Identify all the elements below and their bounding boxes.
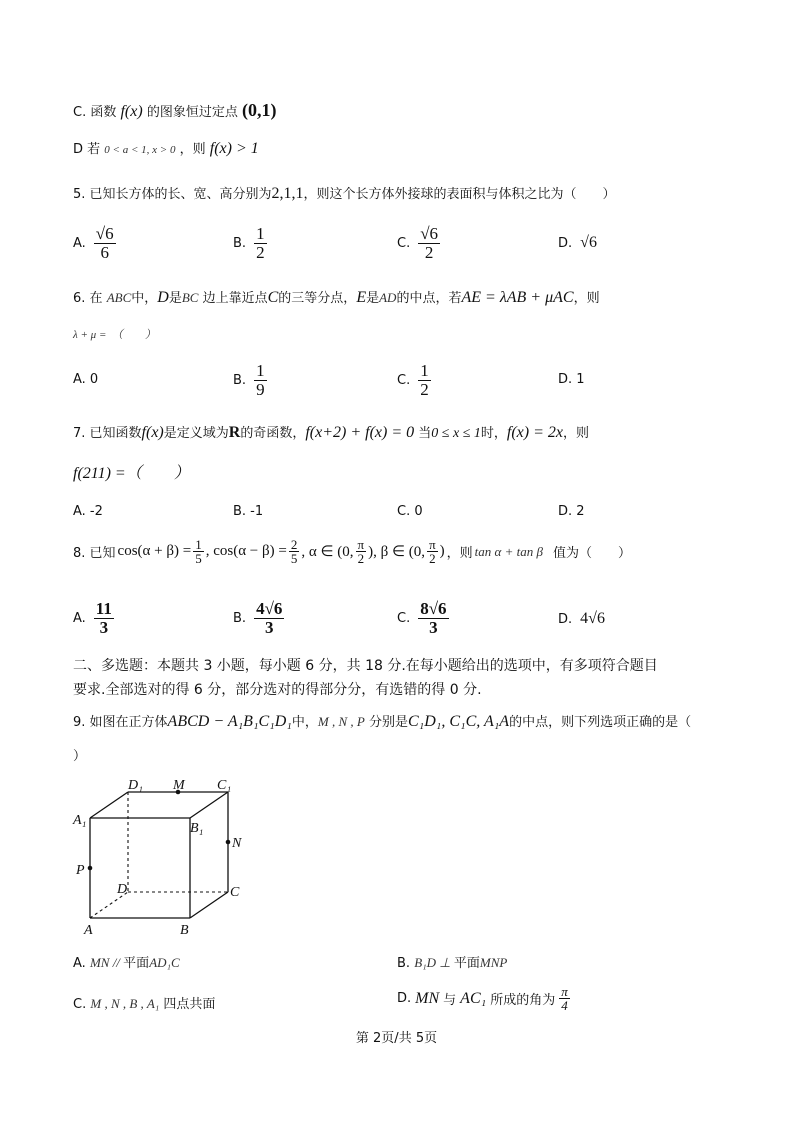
q8-beta-range: ), β ∈ (0,	[368, 544, 426, 560]
q4-d-cond: 0 < a < 1, x > 0	[104, 144, 176, 156]
option-label: C.	[397, 236, 411, 251]
section2-line1	[73, 656, 658, 676]
section2-heading: 二、多选题：本题共 3 小题，每小题 6 分，共 18 分.在每小题给出的选项中，有多项符合题目	[73, 658, 658, 674]
q4-d-mid: ，则	[179, 142, 206, 157]
frac-num: 1	[256, 361, 265, 380]
q7-s5: 时，	[480, 426, 507, 441]
q6-lambda-mu: λ + μ = （ ）	[73, 329, 156, 341]
option-label: A. -2	[73, 504, 103, 519]
q9-cube: ABCD − A₁B₁C₁D₁	[167, 713, 292, 730]
q7-range: 0 ≤ x ≤ 1	[431, 426, 481, 441]
q8-option-b	[233, 600, 284, 637]
frac-num: 4√6	[256, 599, 283, 618]
q8-s2: ，则	[446, 546, 473, 561]
q6-s3: 是	[168, 291, 182, 306]
option-value: √6	[580, 234, 597, 251]
q6-triangle: ABC	[106, 290, 132, 305]
q7-option-c	[397, 502, 423, 522]
frac-num: 1	[195, 537, 202, 552]
frac-den: 2	[429, 551, 436, 566]
q5-option-d	[558, 234, 597, 252]
label-c1: C₁	[217, 778, 232, 793]
q8-option-d	[558, 610, 605, 628]
q6-s4: 边上靠近点	[202, 291, 268, 306]
q7-s6: ，则	[563, 426, 590, 441]
q6-option-b	[233, 362, 267, 399]
q8-option-a	[73, 600, 114, 637]
q6-option-a	[73, 372, 98, 387]
q7-stem	[73, 423, 589, 444]
q6-bc: BC	[181, 290, 199, 305]
q9-line2	[73, 747, 86, 767]
q9-close-paren: ）	[73, 749, 87, 764]
point-n-dot	[226, 840, 231, 845]
q5-option-a	[73, 225, 116, 262]
q4-c-mid: 的图象恒过定点	[146, 105, 238, 120]
frac-den: 4	[561, 998, 568, 1013]
q6-s1: 6. 在	[73, 291, 103, 306]
q9-s4: 的中点，则下列选项正确的是（	[509, 715, 692, 730]
edge-bc	[190, 892, 228, 918]
option-label: A.	[73, 611, 86, 626]
label-m: M	[173, 778, 185, 793]
q4-c-point: (0,1)	[241, 100, 277, 120]
q7-s3: 的奇函数，	[240, 426, 306, 441]
q6-option-c	[397, 362, 431, 399]
q8-cos-sum: cos(α + β) =	[117, 543, 192, 559]
option-label: B.	[233, 373, 247, 388]
q7-fx: f(x)	[141, 424, 164, 441]
q4-c-lead: C. 函数	[73, 105, 117, 120]
frac-num: π	[561, 984, 568, 999]
q6-s6: 是	[366, 291, 380, 306]
q6-line2	[73, 325, 156, 345]
frac-num: 1	[420, 361, 429, 380]
option-label: D.	[397, 991, 412, 1006]
frac-num: 1	[256, 224, 265, 243]
label-d1: D₁	[128, 778, 143, 793]
q6-s5: 的三等分点，	[278, 291, 357, 306]
frac-den: 3	[264, 618, 274, 637]
option-label: D. 1	[558, 372, 585, 387]
frac-den: 5	[195, 551, 202, 566]
q4-option-d	[73, 139, 259, 160]
point-p-dot	[88, 866, 93, 871]
option-label: C.	[397, 373, 411, 388]
frac-den: 2	[420, 380, 429, 399]
q9-option-a	[73, 953, 180, 974]
frac-den: 2	[424, 243, 434, 262]
cube-figure	[70, 772, 260, 942]
option-label: A.	[73, 956, 86, 971]
page-footer: 第 2页/共 5页	[355, 1031, 438, 1046]
q7-real-set: R	[228, 424, 241, 441]
q8-alpha-range: , α ∈ (0,	[301, 544, 354, 560]
option-label: D.	[558, 611, 573, 627]
frac-num: π	[357, 537, 365, 552]
frac-den: 2	[256, 243, 265, 262]
edge-b1c1	[190, 792, 228, 818]
q9-b-expr: B₁D ⊥	[414, 955, 454, 970]
q6-point-c: C	[267, 289, 279, 306]
q9-d-ac1: AC₁	[460, 989, 487, 1007]
q9-b-plane: MNP	[479, 955, 508, 970]
frac-num: 11	[95, 599, 112, 618]
q6-point-d: D	[157, 289, 169, 306]
q8-cos-diff: , cos(α − β) =	[205, 543, 287, 559]
frac-num: π	[429, 537, 436, 552]
q6-option-d	[558, 372, 585, 387]
q7-s4: 当	[418, 426, 432, 441]
label-a: A	[84, 923, 93, 938]
option-label: D. 2	[558, 504, 585, 519]
option-label: B.	[233, 236, 247, 251]
q9-c-expr: M , N , B , A₁	[90, 996, 160, 1011]
q7-line2	[73, 464, 190, 485]
label-b: B	[180, 923, 189, 938]
q6-stem	[73, 288, 600, 309]
frac-den: 5	[290, 551, 298, 566]
q8-s3: 值为（ ）	[552, 546, 631, 561]
option-label: C.	[73, 997, 87, 1012]
q7-definition: f(x) = 2x	[506, 424, 564, 441]
frac-num: 2	[290, 537, 298, 552]
q9-option-b	[397, 953, 507, 974]
option-label: B. -1	[233, 504, 264, 519]
frac-den: 2	[357, 551, 365, 566]
label-a1: A₁	[73, 813, 87, 828]
frac-num: 8√6	[420, 599, 447, 618]
q7-option-b	[233, 502, 263, 522]
option-label: C. 0	[397, 504, 423, 519]
q9-b-text: 平面	[453, 956, 480, 971]
q9-s3: 分别是	[368, 715, 408, 730]
q9-d-text2: 所成的角为	[490, 993, 556, 1008]
q6-ad: AD	[379, 290, 397, 305]
q9-a-expr: MN //	[89, 955, 124, 970]
q5-option-c	[397, 225, 440, 262]
q5-stem	[73, 184, 616, 205]
option-value: 4√6	[580, 610, 605, 627]
frac-den: 3	[99, 618, 109, 637]
label-p: P	[76, 863, 85, 878]
frac-num: √6	[420, 224, 439, 243]
q6-s2: 中，	[131, 291, 158, 306]
q9-s1: 9. 如图在正方体	[73, 715, 168, 730]
q9-midpoints: C₁D₁, C₁C, A₁A	[407, 713, 510, 730]
q7-option-a	[73, 502, 103, 522]
q9-a-plane: AD₁C	[149, 955, 180, 970]
q8-option-c	[397, 600, 449, 637]
q7-s1: 7. 已知函数	[73, 426, 142, 441]
q4-d-expr: f(x) > 1	[209, 140, 259, 157]
option-label: A. 0	[73, 372, 99, 387]
q9-stem	[73, 712, 691, 733]
q8-close: )	[439, 543, 445, 559]
q9-d-text1: 与	[443, 993, 457, 1008]
option-label: B.	[233, 611, 247, 626]
q5-option-b	[233, 225, 267, 262]
q4-d-lead: D 若	[73, 142, 101, 157]
q8-tan-sum: tan α + tan β	[474, 543, 543, 559]
q9-option-d	[397, 985, 570, 1012]
edge-a1d1	[90, 792, 128, 818]
q4-c-expr: f(x)	[120, 103, 143, 120]
q4-option-c	[73, 100, 276, 123]
frac-den: 6	[100, 243, 109, 262]
q5-stem-a: 5. 已知长方体的长、宽、高分别为	[73, 187, 272, 202]
q6-s8: ，则	[573, 291, 600, 306]
frac-den: 3	[429, 618, 438, 637]
q5-stem-b: ，则这个长方体外接球的表面积与体积之比为（ ）	[303, 187, 616, 202]
q5-dims: 2,1,1	[271, 185, 304, 202]
q6-s7: 的中点，若	[396, 291, 462, 306]
q9-mnp: M , N , P	[317, 714, 365, 729]
label-c: C	[230, 885, 240, 900]
option-label: A.	[73, 236, 86, 251]
q7-option-d	[558, 502, 585, 522]
option-label: B.	[397, 956, 411, 971]
q9-d-expr: MN	[415, 989, 440, 1007]
label-n: N	[232, 836, 242, 851]
q7-ask: f(211) =（ ）	[73, 465, 190, 482]
q7-s2: 是定义域为	[163, 426, 229, 441]
q6-vector-eq: AE = λAB + μAC	[461, 289, 574, 306]
frac-num: √6	[95, 224, 114, 243]
q7-equation: f(x+2) + f(x) = 0	[305, 424, 415, 441]
q8-s1: 8. 已知	[73, 546, 116, 561]
q9-s2: 中，	[291, 715, 318, 730]
option-label: D.	[558, 235, 573, 251]
q9-c-text: 四点共面	[163, 997, 216, 1012]
label-b1: B₁	[190, 821, 204, 836]
frac-den: 9	[256, 380, 265, 399]
q9-option-c	[73, 994, 215, 1015]
label-d: D	[117, 882, 128, 897]
q6-point-e: E	[356, 289, 367, 306]
q9-a-text: 平面	[123, 956, 150, 971]
q8-stem	[73, 538, 631, 565]
section2-instructions: 要求.全部选对的得 6 分，部分选对的得部分分，有选错的得 0 分.	[73, 682, 482, 698]
option-label: C.	[397, 611, 411, 626]
section2-line2	[73, 680, 482, 700]
